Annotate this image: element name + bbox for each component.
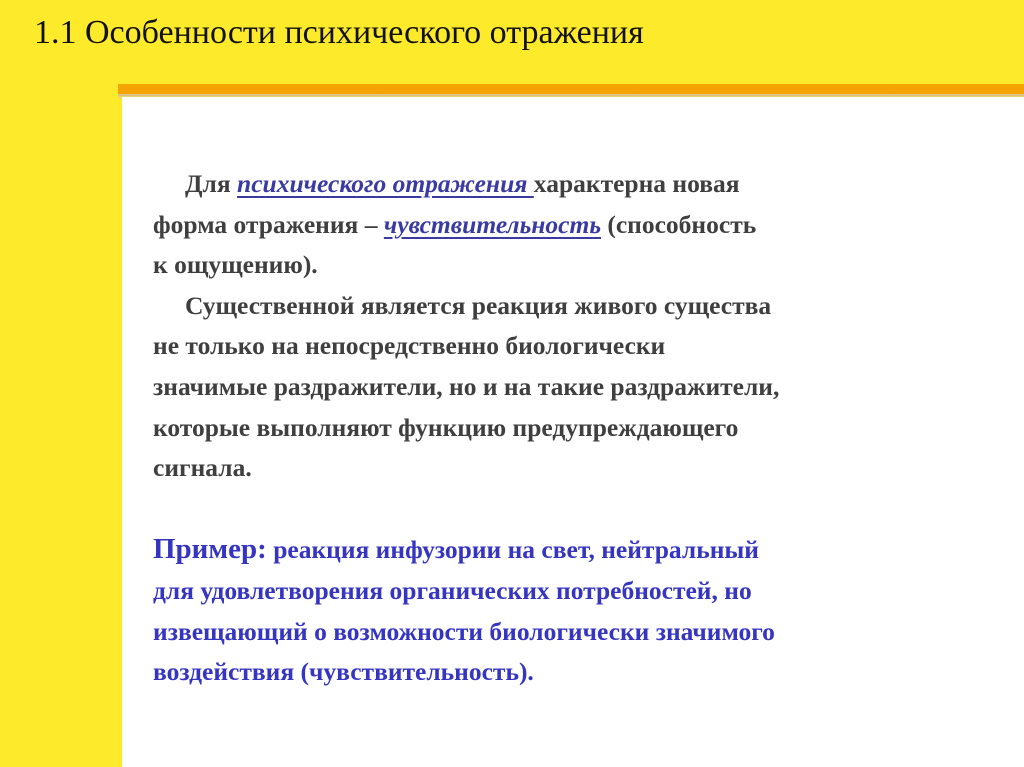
example-line2: для удовлетворения органических потребностей, но bbox=[153, 575, 752, 605]
example-line3: извещающий о возможности биологически значимого bbox=[153, 616, 775, 646]
example-label: Пример: bbox=[153, 533, 267, 566]
slide-title: 1.1 Особенности психического отражения bbox=[34, 14, 644, 51]
title-accent-line bbox=[118, 84, 1024, 96]
content-panel bbox=[122, 97, 1024, 767]
paragraph1-line2-prefix: форма отражения – bbox=[153, 209, 384, 239]
paragraph1-line2-suffix: (способность bbox=[600, 209, 757, 239]
paragraph1-line1 bbox=[153, 164, 1013, 205]
paragraph-spacer bbox=[153, 489, 1013, 530]
term-psychic-reflection: психического отражения bbox=[237, 169, 534, 198]
paragraph2-line2: не только на непосредственно биологически bbox=[153, 331, 666, 361]
paragraph1-line2 bbox=[153, 205, 1013, 246]
paragraph2-line3: значимые раздражители, но и на такие раздражители, bbox=[153, 371, 780, 401]
slide-body bbox=[153, 164, 1013, 693]
example-line1 bbox=[153, 529, 1013, 571]
paragraph1-line1-suffix: характерна новая bbox=[533, 169, 740, 198]
example-line1-rest: реакция инфузории на свет, нейтральный bbox=[266, 535, 759, 565]
paragraph2-line5: сигнала. bbox=[153, 453, 252, 483]
paragraph2-line1: Существенной является реакция живого существа bbox=[185, 290, 772, 320]
example-line4: воздействия (чувствительность). bbox=[153, 657, 534, 687]
paragraph1-line3: к ощущению). bbox=[153, 250, 318, 280]
paragraph1-prefix: Для bbox=[185, 169, 238, 198]
paragraph2-line4: которые выполняют функцию предупреждающего bbox=[153, 412, 739, 442]
term-sensitivity: чувствительность bbox=[383, 209, 601, 239]
